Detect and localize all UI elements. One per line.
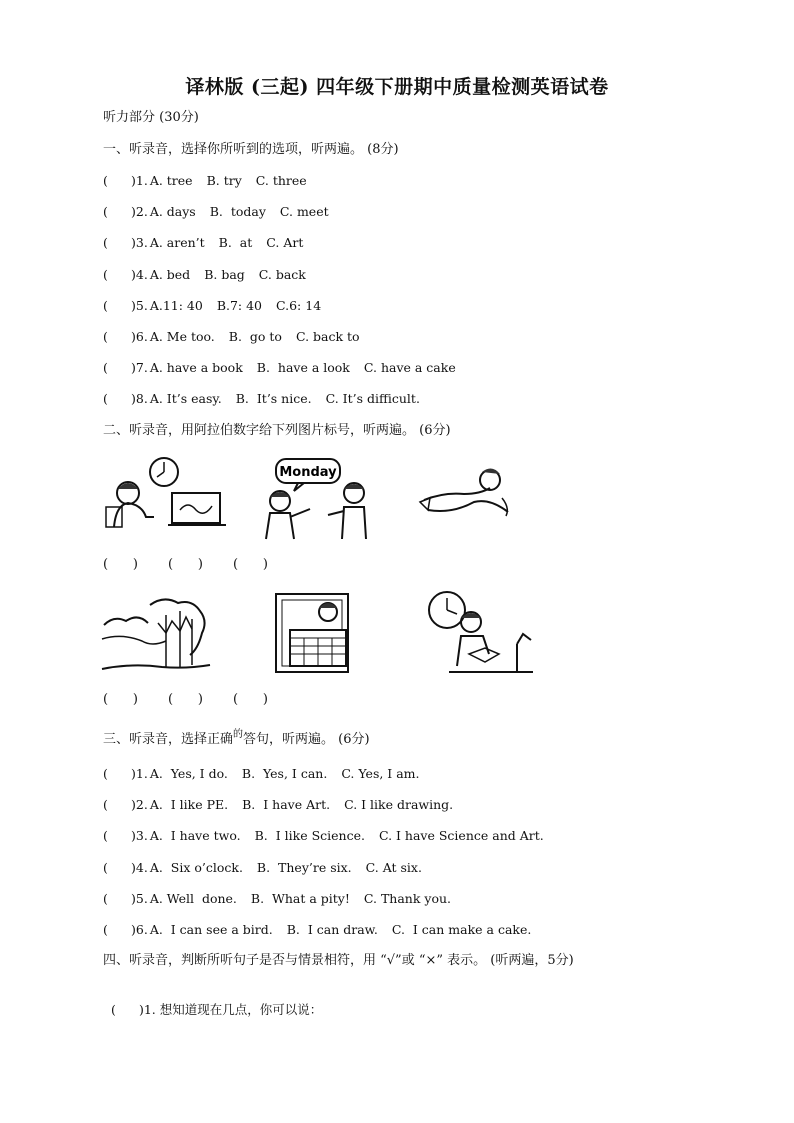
option-b: B. I can draw. bbox=[286, 922, 378, 937]
section1-question-5 bbox=[103, 298, 321, 314]
section4-heading: 四、听录音，判断所听句子是否与情景相符，用 “√”或 “×” 表示。 (听两遍，5分) bbox=[103, 953, 574, 968]
answer-paren[interactable]: ( bbox=[103, 890, 108, 906]
option-c: C.6: 14 bbox=[276, 297, 322, 313]
girl-swimming-picture bbox=[418, 462, 518, 526]
answer-paren[interactable]: ( bbox=[103, 922, 108, 937]
option-a: A. tree bbox=[149, 173, 193, 188]
section1-question-3 bbox=[103, 235, 303, 251]
question-number: )1. bbox=[131, 173, 148, 188]
section3-question-2 bbox=[103, 797, 453, 813]
option-b: B. What a pity! bbox=[250, 890, 350, 906]
section4-question-1: ( )1. 想知道现在几点，你可以说： bbox=[110, 1002, 323, 1017]
boy-watching-tv-clock-picture bbox=[100, 455, 230, 533]
question-number: )4. bbox=[131, 859, 148, 875]
option-a: A. I like PE. bbox=[149, 797, 229, 813]
option-b: B. go to bbox=[228, 329, 282, 344]
option-c: C. Art bbox=[266, 235, 304, 251]
section1-question-1 bbox=[103, 173, 307, 189]
question-number: )7. bbox=[131, 360, 148, 376]
answer-paren[interactable]: ( bbox=[103, 797, 108, 813]
section3-question-5 bbox=[103, 891, 451, 907]
answer-paren[interactable]: ( bbox=[103, 360, 108, 376]
boy-reading-clock-picture bbox=[425, 588, 535, 678]
monday-bubble-text: Monday bbox=[279, 465, 337, 480]
option-c: C. At six. bbox=[365, 859, 422, 875]
question-number: )8. bbox=[131, 391, 148, 407]
picture-blank-4[interactable]: ( ) bbox=[103, 692, 138, 707]
option-b: B. bag bbox=[204, 266, 245, 282]
option-a: A. Well done. bbox=[149, 890, 237, 906]
option-b: B. They’re six. bbox=[256, 859, 352, 875]
answer-paren[interactable]: ( bbox=[103, 266, 108, 282]
answer-paren[interactable]: ( bbox=[103, 391, 108, 407]
option-c: C. three bbox=[255, 173, 307, 188]
answer-paren[interactable]: ( bbox=[103, 828, 108, 844]
question-number: )1. bbox=[131, 766, 148, 781]
section1-question-4 bbox=[103, 267, 306, 283]
option-b: B. today bbox=[209, 204, 266, 220]
option-c: C. meet bbox=[279, 204, 329, 220]
option-a: A. Six o’clock. bbox=[149, 859, 243, 875]
section3-question-1 bbox=[103, 766, 420, 782]
option-b: B. at bbox=[218, 235, 253, 251]
question-number: )2. bbox=[131, 204, 148, 220]
section3-question-4 bbox=[103, 860, 422, 876]
listening-part-label: 听力部分 (30分) bbox=[103, 110, 199, 125]
option-c: C. Thank you. bbox=[363, 890, 452, 906]
option-a: A. Yes, I do. bbox=[149, 766, 228, 781]
question-number: )6. bbox=[131, 922, 148, 937]
section3-question-6 bbox=[103, 922, 531, 938]
trees-landscape-picture bbox=[100, 595, 212, 673]
option-c: C. have a cake bbox=[363, 360, 456, 376]
section1-question-2 bbox=[103, 204, 329, 220]
option-c: C. It’s difficult. bbox=[325, 391, 420, 407]
picture-blank-1[interactable]: ( ) bbox=[103, 557, 138, 572]
picture-blank-5[interactable]: ( ) bbox=[168, 692, 203, 707]
answer-paren[interactable]: ( bbox=[103, 204, 108, 220]
picture-blank-6[interactable]: ( ) bbox=[233, 692, 268, 707]
answer-paren[interactable]: ( bbox=[103, 173, 108, 188]
section1-heading: 一、听录音，选择你所听到的选项，听两遍。 (8分) bbox=[103, 142, 399, 157]
answer-paren[interactable]: ( bbox=[110, 1002, 116, 1017]
question-number: )3. bbox=[131, 235, 148, 251]
answer-paren[interactable]: ( bbox=[103, 297, 108, 313]
option-b: B. I like Science. bbox=[254, 828, 365, 844]
option-a: A. have a book bbox=[149, 360, 243, 376]
question-number: )4. bbox=[131, 266, 148, 282]
option-a: A. days bbox=[149, 204, 196, 220]
question-number: )5. bbox=[131, 297, 148, 313]
girl-holding-timetable-picture bbox=[272, 592, 352, 674]
option-a: A. bed bbox=[149, 266, 191, 282]
picture-blank-2[interactable]: ( ) bbox=[168, 557, 203, 572]
option-b: B. I have Art. bbox=[242, 797, 331, 813]
option-c: C. Yes, I am. bbox=[341, 766, 420, 781]
answer-paren[interactable]: ( bbox=[103, 329, 108, 344]
section1-question-8 bbox=[103, 391, 420, 407]
question-number: )6. bbox=[131, 329, 148, 344]
option-c: C. I like drawing. bbox=[344, 797, 454, 813]
section3-question-3 bbox=[103, 828, 544, 844]
answer-paren[interactable]: ( bbox=[103, 235, 108, 251]
answer-paren[interactable]: ( bbox=[103, 859, 108, 875]
option-b: B. It’s nice. bbox=[235, 391, 312, 407]
option-c: C. back bbox=[258, 266, 306, 282]
option-b: B.7: 40 bbox=[216, 297, 263, 313]
option-c: C. I have Science and Art. bbox=[378, 828, 544, 844]
section1-question-6 bbox=[103, 329, 360, 345]
section1-question-7 bbox=[103, 360, 456, 376]
question-number: )3. bbox=[131, 828, 148, 844]
page-title: 译林版 (三起) 四年级下册期中质量检测英语试卷 bbox=[185, 76, 609, 98]
answer-paren[interactable]: ( bbox=[103, 766, 108, 781]
option-a: A. I have two. bbox=[149, 828, 241, 844]
option-b: B. try bbox=[206, 173, 242, 188]
option-a: A. Me too. bbox=[149, 329, 215, 344]
option-a: A. I can see a bird. bbox=[149, 922, 273, 937]
monday-speech-two-kids-picture bbox=[258, 455, 388, 543]
option-c: C. back to bbox=[295, 329, 360, 344]
question-number: )2. bbox=[131, 797, 148, 813]
option-a: A.11: 40 bbox=[149, 297, 203, 313]
question-number: )5. bbox=[131, 890, 148, 906]
option-c: C. I can make a cake. bbox=[391, 922, 532, 937]
picture-blank-3[interactable]: ( ) bbox=[233, 557, 268, 572]
section2-heading: 二、听录音，用阿拉伯数字给下列图片标号，听两遍。 (6分) bbox=[103, 423, 451, 438]
section3-heading: 三、听录音，选择正确$^的$答句，听两遍。 (6分) bbox=[103, 729, 370, 747]
option-a: A. aren’t bbox=[149, 235, 205, 251]
option-b: B. have a look bbox=[256, 360, 350, 376]
option-a: A. It’s easy. bbox=[149, 391, 222, 407]
option-b: B. Yes, I can. bbox=[241, 766, 328, 781]
